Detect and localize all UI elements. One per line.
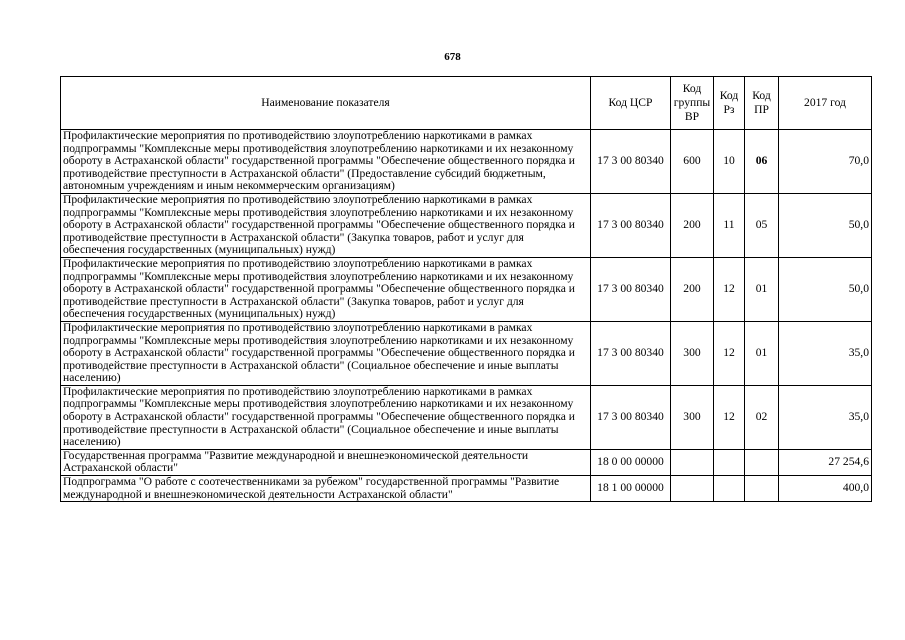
row-pr (745, 476, 779, 502)
budget-table (60, 76, 872, 502)
row-csr: 17 3 00 80340 (591, 257, 671, 321)
row-amount: 50,0 (779, 193, 872, 257)
row-vr: 600 (671, 130, 714, 194)
row-vr: 300 (671, 385, 714, 449)
row-name: Профилактические мероприятия по противодействию злоупотреблению наркотиками в рамках подпрограммы "Комплексные меры противодействия злоупотреблению наркотиками и их незаконному обороту в Астраханской области" государственной программы "Обеспечение общественного порядка и противодействие преступности в Астраханской области" (Закупка товаров, работ и услуг для обеспечения государственных (муниципальных) нужд) (61, 257, 591, 321)
row-rz (714, 476, 745, 502)
table-row (61, 321, 872, 385)
header-vr: Код группы ВР (671, 77, 714, 130)
table-row (61, 257, 872, 321)
header-rz: Код Рз (714, 77, 745, 130)
row-vr (671, 449, 714, 475)
row-csr: 17 3 00 80340 (591, 130, 671, 194)
row-vr: 300 (671, 321, 714, 385)
row-pr (745, 449, 779, 475)
row-name: Профилактические мероприятия по противодействию злоупотреблению наркотиками в рамках подпрограммы "Комплексные меры противодействия злоупотреблению наркотиками и их незаконному обороту в Астраханской области" государственной программы "Обеспечение общественного порядка и противодействие преступности в Астраханской области" (Закупка товаров, работ и услуг для обеспечения государственных (муниципальных) нужд) (61, 193, 591, 257)
table-header-row (61, 77, 872, 130)
row-pr: 06 (745, 130, 779, 194)
row-pr: 01 (745, 321, 779, 385)
row-csr: 18 0 00 00000 (591, 449, 671, 475)
table-row (61, 193, 872, 257)
row-rz: 11 (714, 193, 745, 257)
row-amount: 35,0 (779, 321, 872, 385)
row-rz: 12 (714, 385, 745, 449)
row-rz (714, 449, 745, 475)
table-row (61, 476, 872, 502)
table-row (61, 449, 872, 475)
page-number: 678 (444, 51, 461, 63)
row-name: Профилактические мероприятия по противодействию злоупотреблению наркотиками в рамках подпрограммы "Комплексные меры противодействия злоупотреблению наркотиками и их незаконному обороту в Астраханской области" государственной программы "Обеспечение общественного порядка и противодействие преступности в Астраханской области" (Социальное обеспечение и иные выплаты населению) (61, 321, 591, 385)
row-pr: 02 (745, 385, 779, 449)
row-vr: 200 (671, 193, 714, 257)
row-amount: 50,0 (779, 257, 872, 321)
row-name: Подпрограмма "О работе с соотечественниками за рубежом" государственной программы "Развитие международной и внешнеэкономической деятельности Астраханской области" (61, 476, 591, 502)
table-row (61, 385, 872, 449)
header-year: 2017 год (779, 77, 872, 130)
table-row (61, 130, 872, 194)
row-csr: 17 3 00 80340 (591, 385, 671, 449)
row-csr: 17 3 00 80340 (591, 193, 671, 257)
header-csr: Код ЦСР (591, 77, 671, 130)
row-amount: 35,0 (779, 385, 872, 449)
row-name: Государственная программа "Развитие международной и внешнеэкономической деятельности Астраханской области" (61, 449, 591, 475)
row-rz: 12 (714, 257, 745, 321)
row-vr: 200 (671, 257, 714, 321)
row-pr: 05 (745, 193, 779, 257)
header-pr: Код ПР (745, 77, 779, 130)
row-amount: 27 254,6 (779, 449, 872, 475)
row-amount: 400,0 (779, 476, 872, 502)
row-name: Профилактические мероприятия по противодействию злоупотреблению наркотиками в рамках подпрограммы "Комплексные меры противодействия злоупотреблению наркотиками и их незаконному обороту в Астраханской области" государственной программы "Обеспечение общественного порядка и противодействие преступности в Астраханской области" (Предоставление субсидий бюджетным, автономным учреждениям и иным некоммерческим организациям) (61, 130, 591, 194)
row-vr (671, 476, 714, 502)
row-rz: 10 (714, 130, 745, 194)
row-rz: 12 (714, 321, 745, 385)
row-name: Профилактические мероприятия по противодействию злоупотреблению наркотиками в рамках подпрограммы "Комплексные меры противодействия злоупотреблению наркотиками и их незаконному обороту в Астраханской области" государственной программы "Обеспечение общественного порядка и противодействие преступности в Астраханской области" (Социальное обеспечение и иные выплаты населению) (61, 385, 591, 449)
row-csr: 18 1 00 00000 (591, 476, 671, 502)
row-pr: 01 (745, 257, 779, 321)
header-name: Наименование показателя (61, 77, 591, 130)
row-amount: 70,0 (779, 130, 872, 194)
row-csr: 17 3 00 80340 (591, 321, 671, 385)
